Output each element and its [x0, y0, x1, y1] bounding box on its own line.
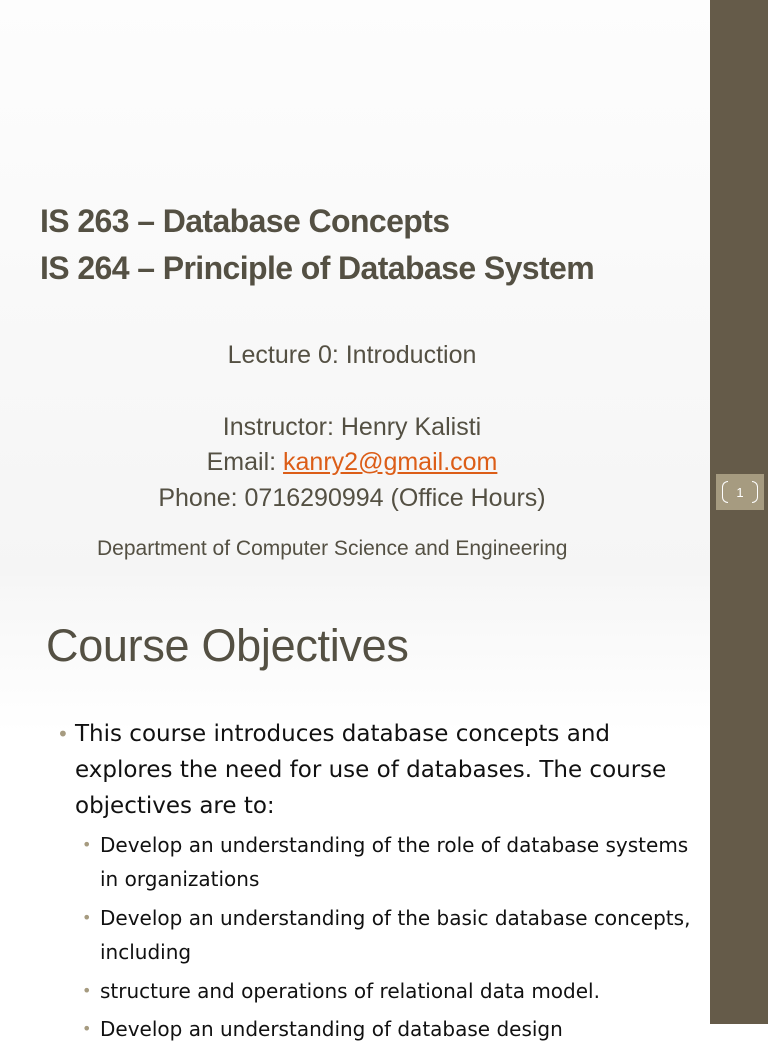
slide-number: 1 — [736, 484, 744, 500]
bracket-left-icon — [722, 481, 728, 503]
email-link[interactable]: kanry2@gmail.com — [283, 448, 498, 476]
email-label: Email: — [206, 448, 284, 476]
bracket-right-icon — [752, 481, 758, 503]
bullet-dot-icon: • — [82, 908, 92, 927]
email-line — [0, 448, 704, 477]
intro-text: This course introduces database concepts and explores the need for use of databases. The course objectives are to: — [75, 721, 667, 819]
bullet-dot-icon: • — [82, 981, 92, 1000]
intro-bullet — [57, 716, 685, 824]
course-title-1: IS 263 – Database Concepts — [40, 203, 450, 239]
sub-bullet-text: Develop an understanding of the role of database systems in organizations — [100, 833, 689, 891]
lecture-subtitle: Lecture 0: Introduction — [227, 341, 477, 369]
sub-bullet — [82, 974, 700, 1008]
course-objectives-slide — [0, 576, 710, 1041]
bullet-dot-icon: • — [82, 1019, 92, 1038]
bullet-dot-icon: • — [82, 835, 92, 854]
sub-bullet-text: Develop an understanding of database design — [100, 1017, 563, 1041]
bullet-dot-icon: • — [57, 722, 69, 746]
slide-number-badge — [716, 474, 764, 510]
department-line: Department of Computer Science and Engineering — [97, 537, 568, 560]
course-title-2: IS 264 – Principle of Database System — [40, 250, 595, 286]
sub-bullet — [82, 1012, 700, 1046]
sub-bullet — [82, 901, 700, 969]
instructor-line: Instructor: Henry Kalisti — [222, 413, 482, 441]
sub-bullet — [82, 828, 700, 896]
sub-bullet-text: Develop an understanding of the basic database concepts, including — [100, 906, 691, 964]
phone-line: Phone: 0716290994 (Office Hours) — [158, 484, 546, 512]
sidebar-bar — [710, 0, 768, 1024]
slide-heading: Course Objectives — [46, 620, 409, 671]
sub-bullet-text: structure and operations of relational data model. — [100, 979, 600, 1003]
